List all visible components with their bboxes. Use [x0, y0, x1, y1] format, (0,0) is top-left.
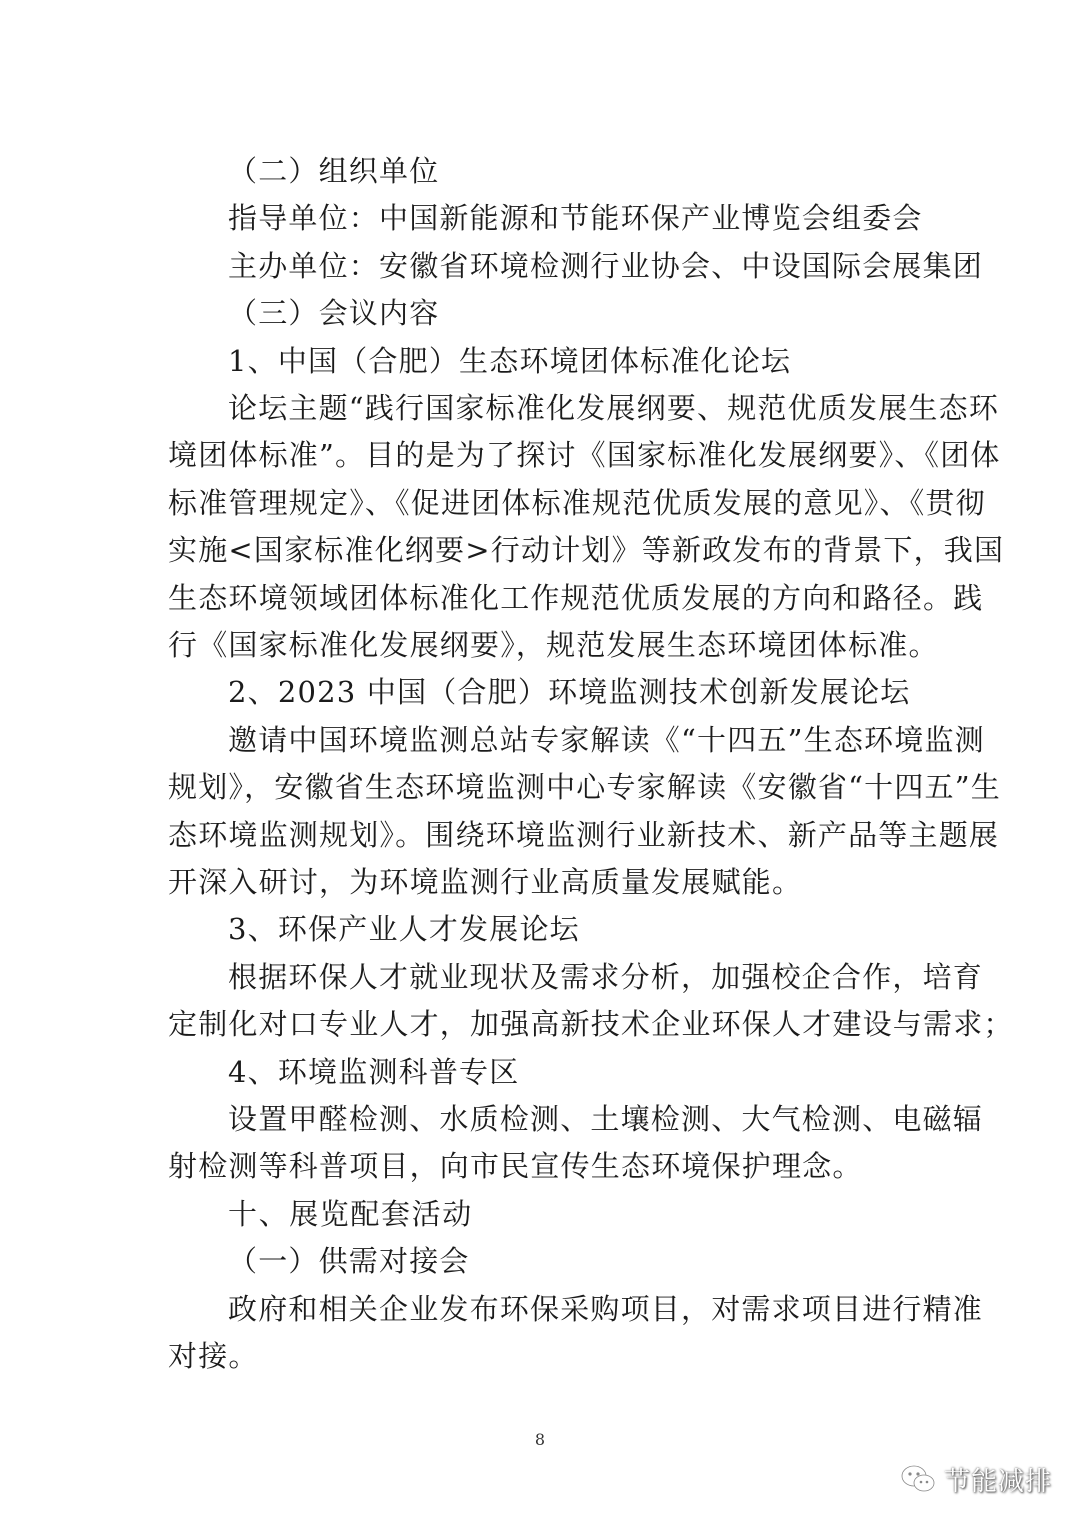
paragraph-line: 境团体标准”。目的是为了探讨《国家标准化发展纲要》、《团体 [168, 438, 1001, 472]
section-heading-organizers: （二）组织单位 [228, 154, 440, 188]
section-heading-meeting-content: （三）会议内容 [228, 296, 440, 330]
paragraph-line: 政府和相关企业发布环保采购项目，对需求项目进行精准 [228, 1292, 984, 1326]
watermark-text: 节能减排 [944, 1466, 1053, 1497]
paragraph-line: 规划》，安徽省生态环境监测中心专家解读《安徽省“十四五”生 [168, 770, 1001, 804]
forum-4-title: 4、环境监测科普专区 [228, 1055, 520, 1089]
forum-2-title: 2、2023 中国（合肥）环境监测技术创新发展论坛 [228, 675, 911, 709]
host-unit: 主办单位：安徽省环境检测行业协会、中设国际会展集团 [228, 249, 984, 283]
paragraph-line: 实施<国家标准化纲要>行动计划》等新政发布的背景下，我国 [168, 533, 1005, 567]
watermark [900, 1458, 1052, 1500]
paragraph-line: 生态环境领域团体标准化工作规范优质发展的方向和路径。践 [168, 581, 984, 615]
page-number: 8 [534, 1430, 546, 1449]
paragraph-line: 开深入研讨，为环境监测行业高质量发展赋能。 [168, 865, 803, 899]
subsection-heading-supply-demand: （一）供需对接会 [228, 1244, 470, 1278]
paragraph-line: 论坛主题“践行国家标准化发展纲要、规范优质发展生态环 [228, 391, 1000, 425]
paragraph-line: 射检测等科普项目，向市民宣传生态环境保护理念。 [168, 1149, 863, 1183]
paragraph-line: 态环境监测规划》。围绕环境监测行业新技术、新产品等主题展 [168, 818, 1000, 852]
guiding-unit: 指导单位：中国新能源和节能环保产业博览会组委会 [228, 201, 923, 235]
section-heading-exhibition-activities: 十、展览配套活动 [228, 1197, 473, 1231]
forum-3-title: 3、环保产业人才发展论坛 [228, 912, 580, 946]
paragraph-line: 行《国家标准化发展纲要》，规范发展生态环境团体标准。 [168, 628, 939, 662]
wechat-icon [900, 1464, 936, 1494]
paragraph-line: 定制化对口专业人才，加强高新技术企业环保人才建设与需求； [168, 1007, 1014, 1041]
paragraph-line: 设置甲醛检测、水质检测、土壤检测、大气检测、电磁辐 [228, 1102, 984, 1136]
paragraph-line: 标准管理规定》、《促进团体标准规范优质发展的意见》、《贯彻 [168, 486, 986, 520]
paragraph-line: 对接。 [168, 1339, 259, 1373]
paragraph-line: 根据环保人才就业现状及需求分析，加强校企合作，培育 [228, 960, 984, 994]
paragraph-line: 邀请中国环境监测总站专家解读《“十四五”生态环境监测 [228, 723, 985, 757]
forum-1-title: 1、中国（合肥）生态环境团体标准化论坛 [228, 344, 792, 378]
